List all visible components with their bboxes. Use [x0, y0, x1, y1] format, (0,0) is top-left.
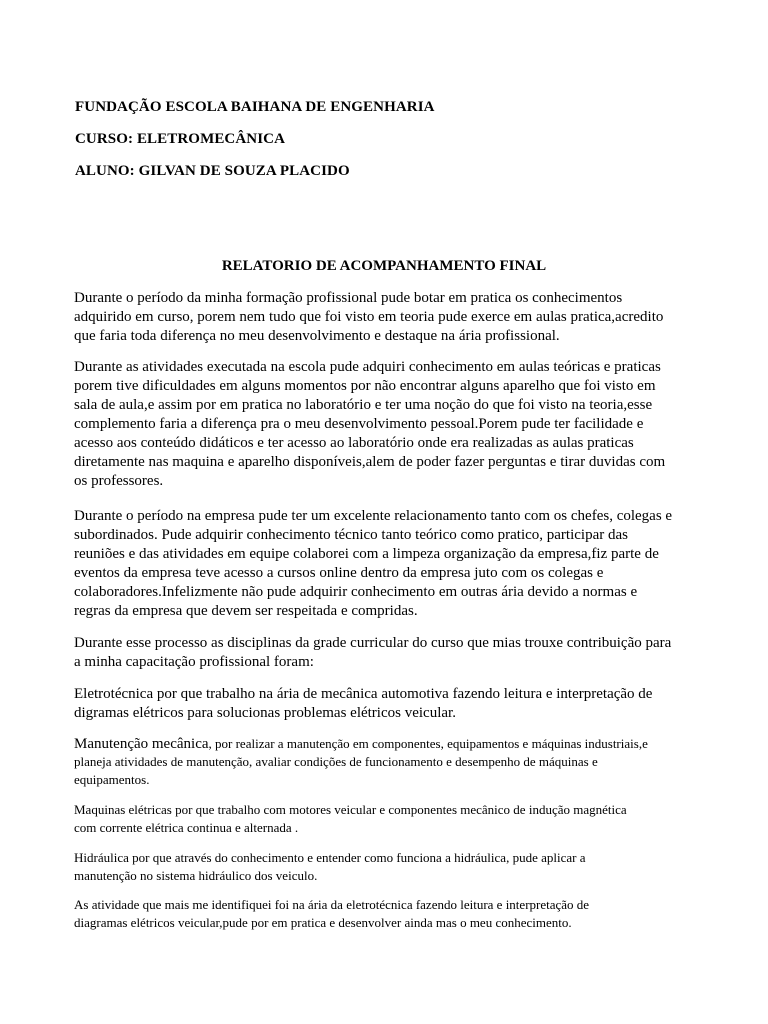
paragraph-line: Durante esse processo as disciplinas da grade curricular do curso que mias trouxe contribuição para [74, 635, 672, 651]
paragraph-company [74, 507, 696, 621]
course-name: CURSO: ELETROMECÂNICA [75, 131, 286, 147]
paragraph-line: reuniões e das atividades em equipe colaborei com a limpeza organização da empresa,fiz parte de [74, 546, 659, 562]
paragraph-line: colaboradores.Infelizmente não pude adquirir conhecimento em outras ária devido a normas e [74, 584, 638, 600]
student-name: ALUNO: GILVAN DE SOUZA PLACIDO [75, 163, 350, 179]
paragraph-line: eventos da empresa teve acesso a cursos online dentro da empresa juto com os colegas e [74, 565, 604, 581]
paragraph-line: a minha capacitação profissional foram: [74, 654, 314, 670]
paragraph-line: complemento faria a diferença pra o meu desenvolvimento pessoal.Porem pude ter facilidade e [74, 416, 644, 432]
paragraph-line: Maquinas elétricas por que trabalho com motores veicular e componentes mecânico de indução magnética [74, 802, 627, 817]
paragraph-line: que faria toda diferença no meu desenvolvimento e destaque na ária profissional. [74, 328, 560, 344]
paragraph-line: com corrente elétrica continua e alternada . [74, 820, 299, 835]
paragraph-line [74, 735, 696, 753]
paragraph-line: sala de aula,e assim por em pratica no laboratório e ter uma noção do que foi visto na teoria,esse [74, 397, 653, 413]
paragraph-line: regras da empresa que devem ser respeitada e compridas. [74, 603, 418, 619]
paragraph-line: porem tive dificuldades em alguns momentos por não encontrar alguns aparelho que foi visto em [74, 378, 656, 394]
paragraph-line: manutenção no sistema hidráulico dos veiculo. [74, 868, 318, 883]
institution-name: FUNDAÇÃO ESCOLA BAIHANA DE ENGENHARIA [75, 99, 435, 115]
paragraph-line: digramas elétricos para solucionas problemas elétricos veicular. [74, 705, 456, 721]
paragraph-school [74, 358, 696, 491]
paragraph-eletrotecnica [74, 685, 696, 723]
paragraph-line: Durante o período na empresa pude ter um excelente relacionamento tanto com os chefes, colegas e [74, 508, 673, 524]
paragraph-formation [74, 289, 696, 346]
paragraph-line: Durante o período da minha formação profissional pude botar em pratica os conhecimentos [74, 290, 623, 306]
report-title: RELATORIO DE ACOMPANHAMENTO FINAL [221, 258, 547, 274]
paragraph-line: Hidráulica por que através do conhecimento e entender como funciona a hidráulica, pude aplicar a [74, 850, 586, 865]
paragraph-line-rest: , por realizar a manutenção em componentes, equipamentos e máquinas industriais,e [208, 736, 648, 751]
paragraph-line: As atividade que mais me identifiquei foi na ária da eletrotécnica fazendo leitura e interpretação de [74, 897, 590, 912]
paragraph-conclusion [74, 896, 696, 932]
paragraph-hidraulica [74, 849, 696, 885]
paragraph-line: diagramas elétricos veicular,pude por em pratica e desenvolver ainda mas o meu conhecimento. [74, 915, 572, 930]
paragraph-disciplines-intro [74, 634, 696, 672]
paragraph-manutencao [74, 735, 696, 789]
paragraph-line: subordinados. Pude adquirir conhecimento técnico tanto teórico como pratico, participar das [74, 527, 628, 543]
paragraph-line: os professores. [74, 473, 164, 489]
paragraph-line: equipamentos. [74, 772, 150, 787]
paragraph-line: Eletrotécnica por que trabalho na ária de mecânica automotiva fazendo leitura e interpretação de [74, 686, 653, 702]
paragraph-line: planeja atividades de manutenção, avaliar condições de funcionamento e desempenho de máquinas e [74, 754, 598, 769]
paragraph-line: acesso aos conteúdo didáticos e ter acesso ao laboratório onde era realizadas as aulas praticas [74, 435, 634, 451]
paragraph-maquinas [74, 801, 696, 837]
paragraph-line: Durante as atividades executada na escola pude adquiri conhecimento em aulas teóricas e praticas [74, 359, 661, 375]
paragraph-lead: Manutenção mecânica [74, 736, 209, 752]
paragraph-line: diretamente nas maquina e aparelho disponíveis,alem de poder fazer perguntas e tirar duvidas com [74, 454, 666, 470]
paragraph-line: adquirido em curso, porem nem tudo que foi visto em teoria pude exerce em aulas pratica,acredito [74, 309, 664, 325]
